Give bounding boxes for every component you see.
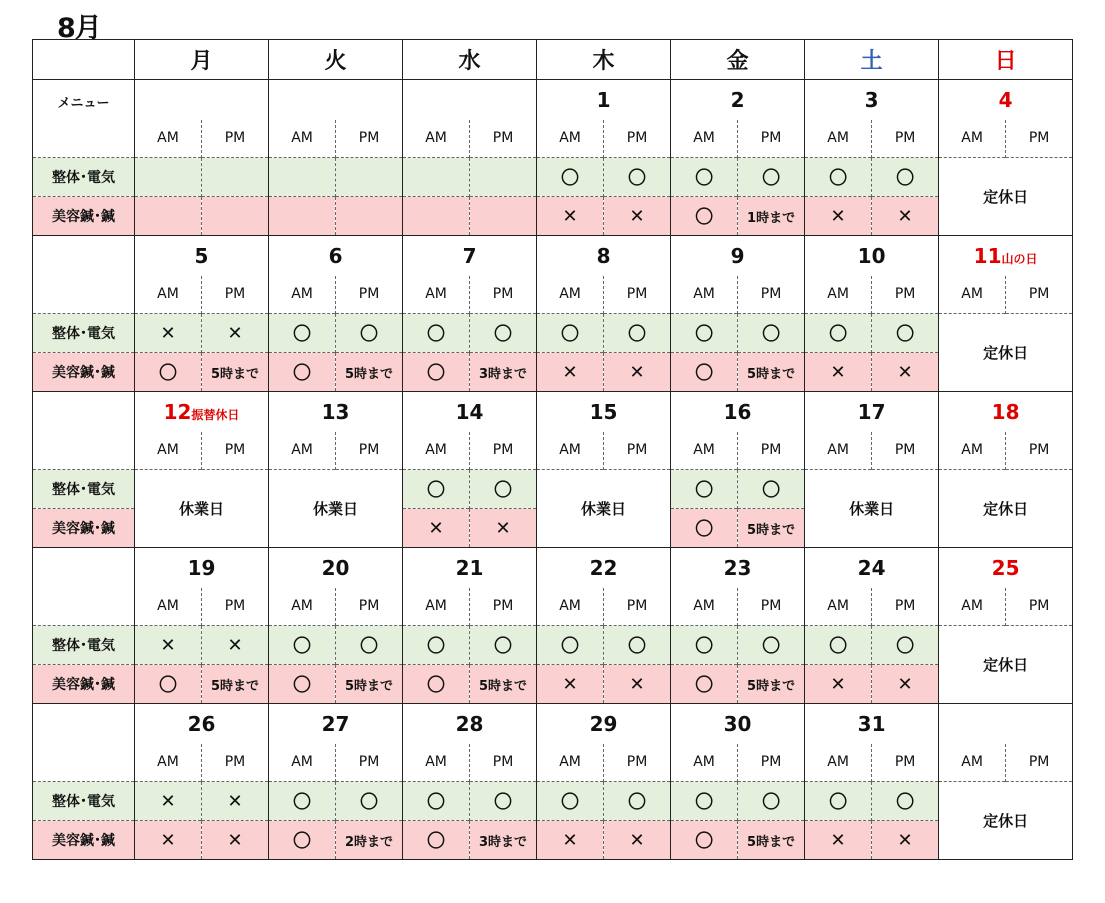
- day-number: 28: [455, 711, 484, 736]
- seitai-pm-status: 〇: [604, 626, 671, 665]
- am-label: AM: [135, 120, 202, 158]
- seitai-pm-status: 〇: [738, 158, 805, 197]
- day-number-cell: [671, 80, 805, 120]
- pm-label: PM: [738, 744, 805, 782]
- day-number-cell: [135, 236, 269, 276]
- seitai-am-status: 〇: [671, 314, 738, 353]
- seitai-pm-status: 〇: [336, 782, 403, 821]
- pm-label: PM: [336, 588, 403, 626]
- day-number: 6: [328, 243, 343, 268]
- menu-label-cell: [33, 392, 135, 470]
- am-label: AM: [671, 432, 738, 470]
- day-number-cell: [671, 548, 805, 588]
- day-number: 12: [163, 399, 192, 424]
- biyou-am-status: 〇: [671, 197, 738, 236]
- closed-day-label: 定休日: [939, 314, 1073, 392]
- pm-label: PM: [604, 744, 671, 782]
- closed-day-label: 休業日: [135, 470, 269, 548]
- am-label: AM: [805, 588, 872, 626]
- am-label: AM: [939, 588, 1006, 626]
- day-number: 23: [723, 555, 752, 580]
- pm-label: PM: [738, 120, 805, 158]
- day-number-cell: [403, 236, 537, 276]
- seitai-am-status: 〇: [403, 314, 470, 353]
- biyou-pm-status: 1時まで: [738, 197, 805, 236]
- biyou-pm-status: ✕: [604, 353, 671, 392]
- day-number: 17: [857, 399, 886, 424]
- biyou-pm-status: ✕: [604, 197, 671, 236]
- day-number: 13: [321, 399, 350, 424]
- closed-day-label: 定休日: [939, 782, 1073, 860]
- seitai-pm-status: 〇: [470, 314, 537, 353]
- am-label: AM: [939, 744, 1006, 782]
- seitai-pm-status: 〇: [738, 314, 805, 353]
- seitai-am-status: 〇: [403, 470, 470, 509]
- pm-label: PM: [1006, 432, 1073, 470]
- day-number: 4: [998, 87, 1013, 112]
- pm-label: PM: [604, 120, 671, 158]
- am-label: AM: [403, 120, 470, 158]
- biyou-pm-status: ✕: [202, 821, 269, 860]
- am-label: AM: [269, 432, 336, 470]
- biyou-pm-status: 5時まで: [202, 353, 269, 392]
- day-number: 26: [187, 711, 216, 736]
- seitai-am-status: ✕: [135, 314, 202, 353]
- biyou-pm-status: 5時まで: [738, 821, 805, 860]
- am-label: AM: [537, 276, 604, 314]
- header-corner: [33, 40, 135, 80]
- seitai-pm-status: 〇: [872, 782, 939, 821]
- seitai-pm-status: 〇: [470, 470, 537, 509]
- day-number: 22: [589, 555, 618, 580]
- pm-label: PM: [872, 120, 939, 158]
- day-number-cell: [939, 548, 1073, 588]
- biyou-am-status: 〇: [269, 821, 336, 860]
- pm-label: PM: [1006, 744, 1073, 782]
- pm-label: PM: [604, 432, 671, 470]
- day-number-cell: [269, 236, 403, 276]
- seitai-pm-status: [202, 158, 269, 197]
- closed-day-label: 定休日: [939, 470, 1073, 548]
- day-number-cell: [135, 548, 269, 588]
- seitai-am-status: 〇: [403, 782, 470, 821]
- pm-label: PM: [470, 588, 537, 626]
- am-label: AM: [135, 276, 202, 314]
- biyou-pm-status: 5時まで: [336, 353, 403, 392]
- pm-label: PM: [470, 432, 537, 470]
- closed-day-label: 休業日: [269, 470, 403, 548]
- pm-label: PM: [872, 276, 939, 314]
- biyou-pm-status: 5時まで: [738, 509, 805, 548]
- biyou-pm-status: ✕: [604, 821, 671, 860]
- seitai-pm-status: 〇: [738, 626, 805, 665]
- pm-label: PM: [872, 588, 939, 626]
- biyou-am-status: ✕: [805, 821, 872, 860]
- seitai-am-status: 〇: [805, 314, 872, 353]
- seitai-pm-status: [336, 158, 403, 197]
- am-label: AM: [537, 744, 604, 782]
- seitai-am-status: 〇: [671, 782, 738, 821]
- seitai-pm-status: 〇: [738, 470, 805, 509]
- seitai-pm-status: 〇: [738, 782, 805, 821]
- pm-label: PM: [336, 120, 403, 158]
- day-number-cell: [269, 80, 403, 120]
- holiday-note: 振替休日: [191, 407, 240, 422]
- day-number-cell: [135, 392, 269, 432]
- biyou-am-status: 〇: [403, 821, 470, 860]
- day-number: 7: [462, 243, 477, 268]
- am-label: AM: [269, 744, 336, 782]
- day-number: 21: [455, 555, 484, 580]
- am-label: AM: [805, 744, 872, 782]
- biyou-pm-status: 5時まで: [336, 665, 403, 704]
- day-number-cell: [805, 548, 939, 588]
- biyou-am-status: 〇: [269, 353, 336, 392]
- day-number: 15: [589, 399, 618, 424]
- pm-label: PM: [604, 588, 671, 626]
- service-label-seitai: 整体･電気: [33, 470, 135, 509]
- biyou-am-status: ✕: [135, 821, 202, 860]
- am-label: AM: [537, 120, 604, 158]
- day-number: 5: [194, 243, 209, 268]
- pm-label: PM: [336, 276, 403, 314]
- biyou-pm-status: [470, 197, 537, 236]
- seitai-am-status: 〇: [269, 626, 336, 665]
- pm-label: PM: [1006, 588, 1073, 626]
- seitai-am-status: [135, 158, 202, 197]
- pm-label: PM: [470, 276, 537, 314]
- biyou-am-status: ✕: [403, 509, 470, 548]
- seitai-am-status: 〇: [671, 626, 738, 665]
- biyou-pm-status: 3時まで: [470, 353, 537, 392]
- day-number: 29: [589, 711, 618, 736]
- am-label: AM: [939, 276, 1006, 314]
- am-label: AM: [805, 120, 872, 158]
- day-number-cell: [671, 704, 805, 744]
- am-label: AM: [939, 120, 1006, 158]
- am-label: AM: [403, 432, 470, 470]
- am-label: AM: [671, 588, 738, 626]
- service-label-seitai: 整体･電気: [33, 782, 135, 821]
- pm-label: PM: [202, 744, 269, 782]
- service-label-biyou: 美容鍼･鍼: [33, 353, 135, 392]
- day-number: 20: [321, 555, 350, 580]
- day-number-cell: [805, 704, 939, 744]
- biyou-pm-status: 2時まで: [336, 821, 403, 860]
- biyou-am-status: [135, 197, 202, 236]
- biyou-pm-status: ✕: [470, 509, 537, 548]
- day-number: 27: [321, 711, 350, 736]
- seitai-am-status: 〇: [269, 314, 336, 353]
- biyou-am-status: ✕: [805, 197, 872, 236]
- biyou-am-status: 〇: [671, 665, 738, 704]
- biyou-am-status: ✕: [805, 665, 872, 704]
- am-label: AM: [269, 120, 336, 158]
- am-label: AM: [403, 588, 470, 626]
- biyou-pm-status: [336, 197, 403, 236]
- day-number-cell: [269, 392, 403, 432]
- day-number-cell: [537, 236, 671, 276]
- weekday-1: 火: [269, 40, 403, 80]
- day-number-cell: [939, 80, 1073, 120]
- am-label: AM: [671, 120, 738, 158]
- pm-label: PM: [604, 276, 671, 314]
- biyou-am-status: 〇: [671, 509, 738, 548]
- day-number: 10: [857, 243, 886, 268]
- weekday-4: 金: [671, 40, 805, 80]
- weekday-5: 土: [805, 40, 939, 80]
- biyou-am-status: ✕: [537, 197, 604, 236]
- weekday-3: 木: [537, 40, 671, 80]
- month-title: 8月: [57, 13, 101, 44]
- pm-label: PM: [738, 432, 805, 470]
- seitai-pm-status: 〇: [604, 314, 671, 353]
- schedule-calendar: [32, 39, 1073, 860]
- pm-label: PM: [738, 588, 805, 626]
- day-number-cell: [537, 704, 671, 744]
- am-label: AM: [403, 744, 470, 782]
- pm-label: PM: [1006, 276, 1073, 314]
- day-number: 3: [864, 87, 879, 112]
- seitai-am-status: 〇: [671, 470, 738, 509]
- day-number-cell: [135, 80, 269, 120]
- service-label-biyou: 美容鍼･鍼: [33, 821, 135, 860]
- day-number-cell: [939, 392, 1073, 432]
- day-number: 1: [596, 87, 611, 112]
- day-number-cell: [671, 236, 805, 276]
- biyou-pm-status: [202, 197, 269, 236]
- service-label-biyou: 美容鍼･鍼: [33, 197, 135, 236]
- biyou-am-status: 〇: [403, 353, 470, 392]
- pm-label: PM: [202, 588, 269, 626]
- pm-label: PM: [202, 432, 269, 470]
- am-label: AM: [269, 276, 336, 314]
- biyou-am-status: ✕: [537, 665, 604, 704]
- biyou-am-status: 〇: [135, 665, 202, 704]
- service-label-seitai: 整体･電気: [33, 314, 135, 353]
- day-number: 24: [857, 555, 886, 580]
- day-number-cell: [403, 392, 537, 432]
- seitai-am-status: 〇: [805, 626, 872, 665]
- biyou-pm-status: ✕: [604, 665, 671, 704]
- biyou-am-status: 〇: [671, 353, 738, 392]
- day-number-cell: [671, 392, 805, 432]
- seitai-pm-status: 〇: [872, 626, 939, 665]
- seitai-am-status: 〇: [537, 314, 604, 353]
- seitai-am-status: 〇: [537, 158, 604, 197]
- biyou-am-status: 〇: [135, 353, 202, 392]
- day-number-cell: [269, 704, 403, 744]
- am-label: AM: [671, 276, 738, 314]
- seitai-am-status: 〇: [537, 782, 604, 821]
- am-label: AM: [269, 588, 336, 626]
- biyou-pm-status: 5時まで: [202, 665, 269, 704]
- seitai-pm-status: ✕: [202, 626, 269, 665]
- day-number: 18: [991, 399, 1020, 424]
- am-label: AM: [671, 744, 738, 782]
- closed-day-label: 定休日: [939, 158, 1073, 236]
- seitai-pm-status: ✕: [202, 314, 269, 353]
- menu-label-cell: [33, 704, 135, 782]
- day-number-cell: [537, 392, 671, 432]
- biyou-am-status: 〇: [269, 665, 336, 704]
- seitai-pm-status: [470, 158, 537, 197]
- biyou-am-status: ✕: [537, 821, 604, 860]
- biyou-am-status: [269, 197, 336, 236]
- day-number: 19: [187, 555, 216, 580]
- pm-label: PM: [872, 432, 939, 470]
- weekday-6: 日: [939, 40, 1073, 80]
- day-number-cell: [135, 704, 269, 744]
- seitai-am-status: 〇: [537, 626, 604, 665]
- pm-label: PM: [336, 744, 403, 782]
- day-number: 9: [730, 243, 745, 268]
- day-number-cell: [537, 80, 671, 120]
- day-number: 8: [596, 243, 611, 268]
- day-number-cell: [805, 392, 939, 432]
- pm-label: PM: [202, 276, 269, 314]
- biyou-am-status: [403, 197, 470, 236]
- day-number-cell: [537, 548, 671, 588]
- seitai-am-status: ✕: [135, 782, 202, 821]
- am-label: AM: [939, 432, 1006, 470]
- am-label: AM: [537, 588, 604, 626]
- am-label: AM: [403, 276, 470, 314]
- biyou-pm-status: 5時まで: [738, 353, 805, 392]
- day-number: 11: [973, 243, 1002, 268]
- day-number-cell: [403, 80, 537, 120]
- pm-label: PM: [738, 276, 805, 314]
- seitai-am-status: [403, 158, 470, 197]
- service-label-seitai: 整体･電気: [33, 626, 135, 665]
- seitai-pm-status: 〇: [336, 314, 403, 353]
- day-number: 30: [723, 711, 752, 736]
- day-number: 25: [991, 555, 1020, 580]
- day-number-cell: [939, 236, 1073, 276]
- seitai-pm-status: 〇: [470, 626, 537, 665]
- am-label: AM: [135, 744, 202, 782]
- service-label-biyou: 美容鍼･鍼: [33, 509, 135, 548]
- service-label-biyou: 美容鍼･鍼: [33, 665, 135, 704]
- closed-day-label: 休業日: [537, 470, 671, 548]
- seitai-am-status: 〇: [269, 782, 336, 821]
- seitai-am-status: [269, 158, 336, 197]
- closed-day-label: 休業日: [805, 470, 939, 548]
- am-label: AM: [135, 432, 202, 470]
- biyou-pm-status: ✕: [872, 197, 939, 236]
- biyou-am-status: ✕: [537, 353, 604, 392]
- service-label-seitai: 整体･電気: [33, 158, 135, 197]
- pm-label: PM: [336, 432, 403, 470]
- pm-label: PM: [872, 744, 939, 782]
- pm-label: PM: [470, 744, 537, 782]
- day-number-cell: [805, 236, 939, 276]
- day-number-cell: [939, 704, 1073, 744]
- biyou-pm-status: 5時まで: [738, 665, 805, 704]
- day-number: 14: [455, 399, 484, 424]
- day-number: 31: [857, 711, 886, 736]
- menu-label-cell: [33, 548, 135, 626]
- biyou-am-status: ✕: [805, 353, 872, 392]
- biyou-pm-status: 3時まで: [470, 821, 537, 860]
- biyou-pm-status: ✕: [872, 821, 939, 860]
- weekday-2: 水: [403, 40, 537, 80]
- seitai-am-status: ✕: [135, 626, 202, 665]
- day-number-cell: [403, 704, 537, 744]
- biyou-pm-status: ✕: [872, 665, 939, 704]
- am-label: AM: [805, 276, 872, 314]
- seitai-pm-status: 〇: [872, 314, 939, 353]
- seitai-pm-status: 〇: [336, 626, 403, 665]
- biyou-am-status: 〇: [403, 665, 470, 704]
- biyou-pm-status: ✕: [872, 353, 939, 392]
- seitai-am-status: 〇: [805, 158, 872, 197]
- day-number-cell: [269, 548, 403, 588]
- seitai-pm-status: 〇: [470, 782, 537, 821]
- seitai-pm-status: 〇: [872, 158, 939, 197]
- seitai-am-status: 〇: [403, 626, 470, 665]
- am-label: AM: [135, 588, 202, 626]
- seitai-pm-status: 〇: [604, 158, 671, 197]
- seitai-am-status: 〇: [671, 158, 738, 197]
- day-number-cell: [805, 80, 939, 120]
- day-number: 2: [730, 87, 745, 112]
- pm-label: PM: [202, 120, 269, 158]
- am-label: AM: [805, 432, 872, 470]
- menu-label-cell: [33, 236, 135, 314]
- day-number: 16: [723, 399, 752, 424]
- weekday-0: 月: [135, 40, 269, 80]
- seitai-pm-status: 〇: [604, 782, 671, 821]
- biyou-am-status: 〇: [671, 821, 738, 860]
- day-number-cell: [403, 548, 537, 588]
- pm-label: PM: [1006, 120, 1073, 158]
- closed-day-label: 定休日: [939, 626, 1073, 704]
- seitai-pm-status: ✕: [202, 782, 269, 821]
- am-label: AM: [537, 432, 604, 470]
- holiday-note: 山の日: [1001, 251, 1038, 266]
- pm-label: PM: [470, 120, 537, 158]
- menu-label: メニュー: [33, 80, 135, 158]
- seitai-am-status: 〇: [805, 782, 872, 821]
- biyou-pm-status: 5時まで: [470, 665, 537, 704]
